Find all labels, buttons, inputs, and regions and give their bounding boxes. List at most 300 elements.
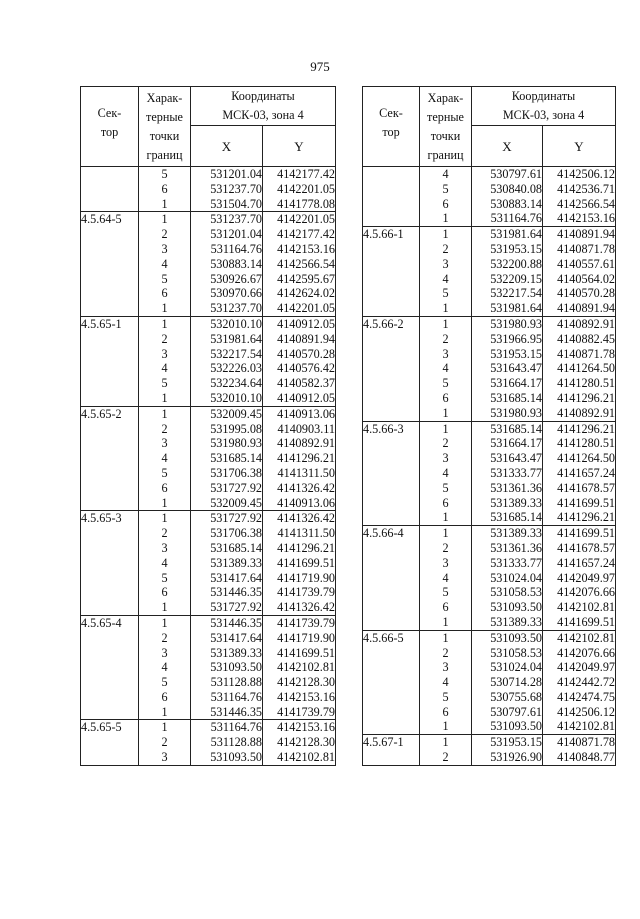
x-coordinate-cell: 531237.70 xyxy=(191,182,263,197)
table-row xyxy=(81,182,336,197)
x-coordinate-cell: 531361.36 xyxy=(472,541,543,556)
y-coordinate-cell: 4140903.11 xyxy=(263,422,336,437)
sector-cell: 4.5.65-2 xyxy=(81,406,139,421)
point-number-cell: 2 xyxy=(420,541,472,556)
x-coordinate-cell: 531389.33 xyxy=(472,526,543,541)
sector-cell xyxy=(81,705,139,720)
sector-cell xyxy=(363,257,420,272)
x-coordinate-cell: 532234.64 xyxy=(191,376,263,391)
table-row xyxy=(81,301,336,316)
y-coordinate-cell: 4141778.08 xyxy=(263,197,336,212)
point-number-cell: 6 xyxy=(420,496,472,511)
y-coordinate-cell: 4141296.21 xyxy=(263,451,336,466)
sector-cell: 4.5.66-1 xyxy=(363,227,420,242)
point-number-cell: 4 xyxy=(420,571,472,586)
x-coordinate-cell: 531727.92 xyxy=(191,481,263,496)
sector-cell xyxy=(363,391,420,406)
y-coordinate-cell: 4142474.75 xyxy=(543,690,616,705)
sector-header: Сек- тор xyxy=(81,87,139,167)
point-number-cell: 1 xyxy=(420,615,472,630)
y-coordinate-cell: 4140871.78 xyxy=(543,347,616,362)
sector-cell xyxy=(81,257,139,272)
x-coordinate-cell: 531333.77 xyxy=(472,556,543,571)
sector-cell xyxy=(81,750,139,765)
y-coordinate-cell: 4142102.81 xyxy=(263,660,336,675)
sector-cell xyxy=(363,167,420,182)
table-row xyxy=(81,332,336,347)
point-number-cell: 6 xyxy=(420,705,472,720)
table-row xyxy=(81,631,336,646)
sector-cell xyxy=(81,272,139,287)
y-coordinate-cell: 4140871.78 xyxy=(543,242,616,257)
x-coordinate-cell: 531980.93 xyxy=(472,406,543,421)
point-number-cell: 1 xyxy=(420,630,472,645)
point-number-cell: 6 xyxy=(139,286,191,301)
x-coordinate-cell: 531093.50 xyxy=(472,630,543,645)
table-row xyxy=(363,481,616,496)
sector-cell xyxy=(81,332,139,347)
table-row xyxy=(363,660,616,675)
point-number-cell: 1 xyxy=(420,510,472,525)
coordinates-table-left xyxy=(80,86,336,766)
point-number-cell: 5 xyxy=(420,585,472,600)
y-coordinate-cell: 4141739.79 xyxy=(263,615,336,630)
table-row xyxy=(81,750,336,765)
points-header: Харак- терные точки границ xyxy=(420,87,472,167)
sector-cell xyxy=(363,182,420,197)
point-number-cell: 1 xyxy=(420,301,472,316)
y-coordinate-cell: 4142566.54 xyxy=(543,197,616,212)
y-coordinate-cell: 4142153.16 xyxy=(263,242,336,257)
x-coordinate-cell: 532010.10 xyxy=(191,391,263,406)
sector-cell xyxy=(363,197,420,212)
table-row xyxy=(363,167,616,182)
sector-cell xyxy=(81,197,139,212)
point-number-cell: 6 xyxy=(420,197,472,212)
y-coordinate-cell: 4141699.51 xyxy=(543,496,616,511)
y-coordinate-cell: 4141657.24 xyxy=(543,556,616,571)
table-row xyxy=(81,541,336,556)
table-row xyxy=(363,496,616,511)
sector-cell: 4.5.64-5 xyxy=(81,212,139,227)
point-number-cell: 5 xyxy=(139,272,191,287)
x-coordinate-cell: 531980.93 xyxy=(191,436,263,451)
point-number-cell: 3 xyxy=(139,436,191,451)
y-coordinate-cell: 4140557.61 xyxy=(543,257,616,272)
sector-cell xyxy=(81,735,139,750)
x-coordinate-cell: 531980.93 xyxy=(472,316,543,331)
x-header: X xyxy=(191,126,263,167)
table-row xyxy=(81,257,336,272)
x-coordinate-cell: 531966.95 xyxy=(472,332,543,347)
x-coordinate-cell: 532010.10 xyxy=(191,316,263,331)
y-coordinate-cell: 4142153.16 xyxy=(263,690,336,705)
sector-cell: 4.5.67-1 xyxy=(363,735,420,750)
x-coordinate-cell: 531685.14 xyxy=(472,510,543,525)
sector-cell xyxy=(363,600,420,615)
y-coordinate-cell: 4142049.97 xyxy=(543,660,616,675)
table-row xyxy=(363,541,616,556)
sector-cell xyxy=(81,496,139,511)
y-coordinate-cell: 4141296.21 xyxy=(543,391,616,406)
point-number-cell: 3 xyxy=(420,556,472,571)
table-row xyxy=(363,556,616,571)
x-coordinate-cell: 530883.14 xyxy=(472,197,543,212)
sector-cell xyxy=(81,376,139,391)
table-row xyxy=(81,646,336,661)
y-coordinate-cell: 4140582.37 xyxy=(263,376,336,391)
sector-cell: 4.5.66-3 xyxy=(363,421,420,436)
x-coordinate-cell: 531953.15 xyxy=(472,735,543,750)
sector-cell xyxy=(363,750,420,765)
sector-header: Сек- тор xyxy=(363,87,420,167)
x-coordinate-cell: 531201.04 xyxy=(191,227,263,242)
point-number-cell: 4 xyxy=(420,466,472,481)
y-coordinate-cell: 4142153.16 xyxy=(263,720,336,735)
x-coordinate-cell: 531361.36 xyxy=(472,481,543,496)
x-coordinate-cell: 531201.04 xyxy=(191,167,263,182)
y-coordinate-cell: 4142442.72 xyxy=(543,675,616,690)
y-coordinate-cell: 4141739.79 xyxy=(263,585,336,600)
x-coordinate-cell: 531093.50 xyxy=(191,660,263,675)
y-coordinate-cell: 4140892.91 xyxy=(543,406,616,421)
y-coordinate-cell: 4141326.42 xyxy=(263,481,336,496)
point-number-cell: 5 xyxy=(420,376,472,391)
point-number-cell: 6 xyxy=(420,391,472,406)
point-number-cell: 2 xyxy=(139,332,191,347)
table-row xyxy=(81,391,336,406)
sector-cell xyxy=(81,167,139,182)
sector-cell xyxy=(81,422,139,437)
sector-cell xyxy=(363,719,420,734)
x-coordinate-cell: 531093.50 xyxy=(472,600,543,615)
sector-cell xyxy=(363,332,420,347)
table-row xyxy=(81,720,336,735)
sector-cell xyxy=(363,211,420,226)
y-coordinate-cell: 4141296.21 xyxy=(543,510,616,525)
sector-cell xyxy=(363,347,420,362)
point-number-cell: 5 xyxy=(139,675,191,690)
sector-cell xyxy=(81,451,139,466)
table-row xyxy=(363,675,616,690)
sector-cell: 4.5.65-5 xyxy=(81,720,139,735)
point-number-cell: 5 xyxy=(139,376,191,391)
table-row xyxy=(81,451,336,466)
y-coordinate-cell: 4142506.12 xyxy=(543,705,616,720)
x-coordinate-cell: 531643.47 xyxy=(472,361,543,376)
point-number-cell: 2 xyxy=(139,422,191,437)
x-coordinate-cell: 531926.90 xyxy=(472,750,543,765)
point-number-cell: 2 xyxy=(420,242,472,257)
point-number-cell: 1 xyxy=(420,735,472,750)
x-coordinate-cell: 530840.08 xyxy=(472,182,543,197)
y-coordinate-cell: 4142102.81 xyxy=(543,719,616,734)
table-row xyxy=(363,182,616,197)
table-row xyxy=(363,750,616,765)
y-coordinate-cell: 4141296.21 xyxy=(263,541,336,556)
sector-cell xyxy=(363,571,420,586)
y-coordinate-cell: 4140882.45 xyxy=(543,332,616,347)
y-coordinate-cell: 4140891.94 xyxy=(263,332,336,347)
point-number-cell: 3 xyxy=(420,451,472,466)
point-number-cell: 4 xyxy=(420,361,472,376)
x-coordinate-cell: 532009.45 xyxy=(191,496,263,511)
table-row xyxy=(81,422,336,437)
table-row xyxy=(81,436,336,451)
x-coordinate-cell: 531024.04 xyxy=(472,571,543,586)
coords-header: Координаты МСК-03, зона 4 xyxy=(472,87,616,126)
x-coordinate-cell: 531446.35 xyxy=(191,585,263,600)
y-coordinate-cell: 4140570.28 xyxy=(263,347,336,362)
y-coordinate-cell: 4140570.28 xyxy=(543,286,616,301)
x-coordinate-cell: 530797.61 xyxy=(472,705,543,720)
point-number-cell: 4 xyxy=(139,257,191,272)
sector-cell xyxy=(81,481,139,496)
table-row xyxy=(363,332,616,347)
y-coordinate-cell: 4140564.02 xyxy=(543,272,616,287)
point-number-cell: 6 xyxy=(139,690,191,705)
sector-cell xyxy=(363,361,420,376)
table-row xyxy=(363,719,616,734)
table-row xyxy=(81,212,336,227)
point-number-cell: 5 xyxy=(420,182,472,197)
point-number-cell: 1 xyxy=(420,719,472,734)
y-coordinate-cell: 4140913.06 xyxy=(263,496,336,511)
x-coordinate-cell: 531981.64 xyxy=(191,332,263,347)
sector-cell: 4.5.66-5 xyxy=(363,630,420,645)
x-coordinate-cell: 531981.64 xyxy=(472,227,543,242)
table-row xyxy=(363,316,616,331)
point-number-cell: 2 xyxy=(139,227,191,242)
point-number-cell: 1 xyxy=(420,406,472,421)
y-coordinate-cell: 4142177.42 xyxy=(263,227,336,242)
point-number-cell: 3 xyxy=(420,347,472,362)
y-coordinate-cell: 4141699.51 xyxy=(543,526,616,541)
y-header: Y xyxy=(263,126,336,167)
table-row xyxy=(81,347,336,362)
x-coordinate-cell: 530714.28 xyxy=(472,675,543,690)
point-number-cell: 1 xyxy=(139,511,191,526)
x-coordinate-cell: 531389.33 xyxy=(472,496,543,511)
point-number-cell: 4 xyxy=(420,167,472,182)
points-header: Харак- терные точки границ xyxy=(139,87,191,167)
point-number-cell: 1 xyxy=(420,211,472,226)
sector-cell xyxy=(363,556,420,571)
sector-cell xyxy=(363,466,420,481)
sector-cell xyxy=(363,660,420,675)
sector-cell xyxy=(363,436,420,451)
x-coordinate-cell: 531953.15 xyxy=(472,347,543,362)
table-row xyxy=(81,705,336,720)
sector-cell xyxy=(363,510,420,525)
point-number-cell: 1 xyxy=(139,600,191,615)
y-coordinate-cell: 4141280.51 xyxy=(543,436,616,451)
sector-cell: 4.5.65-1 xyxy=(81,316,139,331)
x-coordinate-cell: 531953.15 xyxy=(472,242,543,257)
point-number-cell: 3 xyxy=(139,646,191,661)
sector-cell xyxy=(363,406,420,421)
x-coordinate-cell: 531664.17 xyxy=(472,436,543,451)
table-row xyxy=(81,272,336,287)
point-number-cell: 1 xyxy=(420,316,472,331)
y-coordinate-cell: 4140912.05 xyxy=(263,391,336,406)
table-row xyxy=(81,735,336,750)
point-number-cell: 1 xyxy=(139,301,191,316)
table-row xyxy=(81,376,336,391)
sector-cell xyxy=(81,646,139,661)
sector-cell xyxy=(81,286,139,301)
y-coordinate-cell: 4141264.50 xyxy=(543,361,616,376)
table-row xyxy=(363,600,616,615)
point-number-cell: 6 xyxy=(139,585,191,600)
point-number-cell: 2 xyxy=(420,750,472,765)
y-coordinate-cell: 4141280.51 xyxy=(543,376,616,391)
table-row xyxy=(81,615,336,630)
sector-cell xyxy=(363,646,420,661)
sector-cell xyxy=(81,347,139,362)
sector-cell xyxy=(363,481,420,496)
table-row xyxy=(81,481,336,496)
y-coordinate-cell: 4141678.57 xyxy=(543,481,616,496)
y-coordinate-cell: 4140912.05 xyxy=(263,316,336,331)
x-coordinate-cell: 531093.50 xyxy=(191,750,263,765)
x-coordinate-cell: 531417.64 xyxy=(191,571,263,586)
table-row xyxy=(363,421,616,436)
table-row xyxy=(363,615,616,630)
y-coordinate-cell: 4141311.50 xyxy=(263,526,336,541)
x-coordinate-cell: 531643.47 xyxy=(472,451,543,466)
point-number-cell: 1 xyxy=(139,496,191,511)
coordinates-table-right xyxy=(362,86,616,766)
x-coordinate-cell: 531504.70 xyxy=(191,197,263,212)
point-number-cell: 3 xyxy=(139,541,191,556)
y-coordinate-cell: 4141699.51 xyxy=(263,556,336,571)
x-coordinate-cell: 531727.92 xyxy=(191,600,263,615)
table-row xyxy=(363,211,616,226)
x-coordinate-cell: 531128.88 xyxy=(191,675,263,690)
x-coordinate-cell: 531685.14 xyxy=(191,541,263,556)
point-number-cell: 1 xyxy=(139,197,191,212)
table-row xyxy=(363,571,616,586)
x-coordinate-cell: 531333.77 xyxy=(472,466,543,481)
sector-cell xyxy=(363,286,420,301)
table-row xyxy=(81,571,336,586)
table-row xyxy=(81,675,336,690)
y-coordinate-cell: 4141311.50 xyxy=(263,466,336,481)
x-coordinate-cell: 531446.35 xyxy=(191,705,263,720)
table-row xyxy=(81,316,336,331)
x-coordinate-cell: 531164.76 xyxy=(472,211,543,226)
point-number-cell: 5 xyxy=(420,286,472,301)
y-coordinate-cell: 4142536.71 xyxy=(543,182,616,197)
x-coordinate-cell: 532217.54 xyxy=(472,286,543,301)
table-row xyxy=(363,646,616,661)
table-row xyxy=(81,406,336,421)
x-coordinate-cell: 531389.33 xyxy=(191,556,263,571)
point-number-cell: 4 xyxy=(139,361,191,376)
x-coordinate-cell: 531685.14 xyxy=(191,451,263,466)
point-number-cell: 6 xyxy=(139,481,191,496)
x-coordinate-cell: 531164.76 xyxy=(191,242,263,257)
point-number-cell: 3 xyxy=(139,347,191,362)
y-coordinate-cell: 4142128.30 xyxy=(263,735,336,750)
sector-cell xyxy=(81,690,139,705)
table-row xyxy=(363,242,616,257)
point-number-cell: 2 xyxy=(139,526,191,541)
sector-cell xyxy=(81,391,139,406)
y-coordinate-cell: 4142201.05 xyxy=(263,212,336,227)
table-row xyxy=(363,436,616,451)
sector-cell xyxy=(363,242,420,257)
y-coordinate-cell: 4141739.79 xyxy=(263,705,336,720)
table-row xyxy=(363,361,616,376)
y-coordinate-cell: 4140891.94 xyxy=(543,227,616,242)
sector-cell xyxy=(363,272,420,287)
sector-cell xyxy=(363,615,420,630)
table-row xyxy=(81,585,336,600)
x-coordinate-cell: 531685.14 xyxy=(472,421,543,436)
table-row xyxy=(363,735,616,750)
table-row xyxy=(81,496,336,511)
sector-cell xyxy=(81,466,139,481)
y-coordinate-cell: 4142595.67 xyxy=(263,272,336,287)
y-coordinate-cell: 4141296.21 xyxy=(543,421,616,436)
sector-cell xyxy=(81,585,139,600)
point-number-cell: 3 xyxy=(139,750,191,765)
sector-cell xyxy=(363,585,420,600)
point-number-cell: 2 xyxy=(139,735,191,750)
table-row xyxy=(81,600,336,615)
x-coordinate-cell: 531237.70 xyxy=(191,301,263,316)
y-coordinate-cell: 4141719.90 xyxy=(263,571,336,586)
sector-cell xyxy=(81,631,139,646)
x-coordinate-cell: 531024.04 xyxy=(472,660,543,675)
sector-cell: 4.5.65-3 xyxy=(81,511,139,526)
y-coordinate-cell: 4140871.78 xyxy=(543,735,616,750)
table-row xyxy=(81,526,336,541)
y-coordinate-cell: 4142566.54 xyxy=(263,257,336,272)
table-row xyxy=(81,660,336,675)
y-coordinate-cell: 4140892.91 xyxy=(263,436,336,451)
y-coordinate-cell: 4142153.16 xyxy=(543,211,616,226)
y-coordinate-cell: 4141326.42 xyxy=(263,511,336,526)
point-number-cell: 5 xyxy=(139,167,191,182)
sector-cell xyxy=(81,675,139,690)
table-row xyxy=(363,466,616,481)
sector-cell xyxy=(363,301,420,316)
table-row xyxy=(81,286,336,301)
sector-cell xyxy=(81,660,139,675)
x-header: X xyxy=(472,126,543,167)
point-number-cell: 1 xyxy=(139,406,191,421)
y-coordinate-cell: 4142102.81 xyxy=(263,750,336,765)
sector-cell xyxy=(81,182,139,197)
table-row xyxy=(81,167,336,182)
x-coordinate-cell: 532226.03 xyxy=(191,361,263,376)
x-coordinate-cell: 532009.45 xyxy=(191,406,263,421)
y-coordinate-cell: 4142128.30 xyxy=(263,675,336,690)
coords-header: Координаты МСК-03, зона 4 xyxy=(191,87,336,126)
point-number-cell: 4 xyxy=(420,272,472,287)
sector-cell xyxy=(363,675,420,690)
x-coordinate-cell: 531995.08 xyxy=(191,422,263,437)
table-row xyxy=(363,705,616,720)
table-row xyxy=(363,257,616,272)
table-row xyxy=(363,286,616,301)
table-row xyxy=(81,690,336,705)
y-coordinate-cell: 4142201.05 xyxy=(263,301,336,316)
x-coordinate-cell: 531706.38 xyxy=(191,466,263,481)
